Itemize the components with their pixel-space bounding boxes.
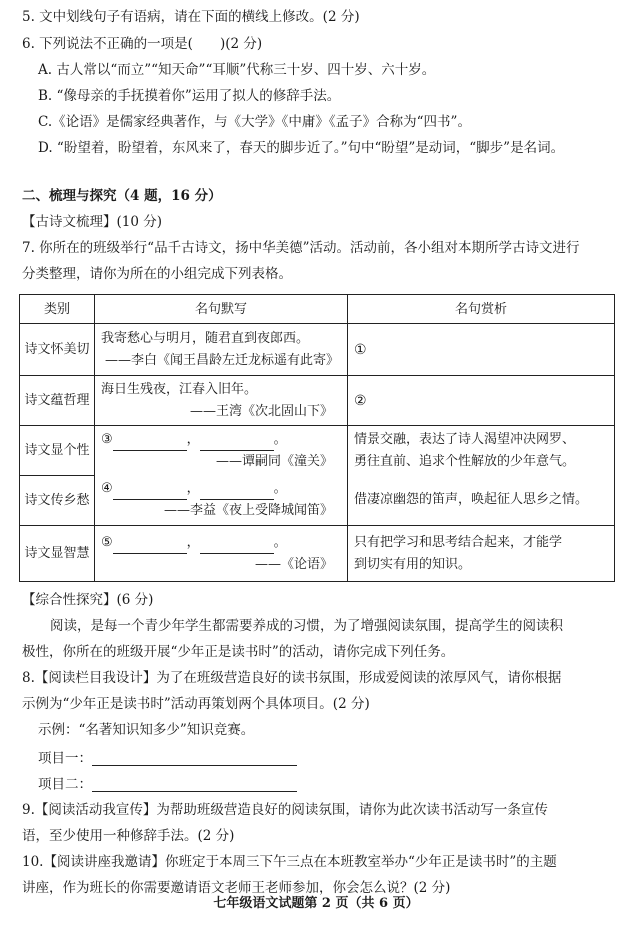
question-8-line-2: 示例为“少年正是读书时”活动再策划两个具体项目。(2 分) (22, 696, 370, 712)
intro-line-2: 极性，你所在的班级开展“少年正是读书时”的活动，请你完成下列任务。 (22, 644, 455, 660)
row-recitation (95, 476, 348, 526)
question-8-line-1: 8.【阅读栏目我设计】为了在班级营造良好的读书氛围，形成爱阅读的浓厚风气，请你根据 (22, 670, 562, 686)
row-appreciation (348, 426, 615, 476)
blank-number: ③ (101, 431, 113, 447)
option-d: D. “盼望着，盼望着，东风来了，春天的脚步近了。”句中“盼望”是动词，“脚步”是名词。 (38, 140, 565, 156)
row-recitation (95, 324, 348, 376)
comma: ， (186, 431, 200, 447)
fill-line[interactable] (101, 532, 341, 554)
row-category: 诗文传乡愁 (20, 476, 95, 526)
option-b: B. “像母亲的手抚摸着你”运用了拟人的修辞手法。 (38, 88, 341, 104)
blank[interactable] (113, 436, 187, 451)
row-category: 诗文显个性 (20, 426, 95, 476)
table-row (20, 324, 615, 376)
appreciation-line: 借凄凉幽怨的笛声，唤起征人思乡之情。 (354, 492, 589, 508)
blank[interactable] (200, 539, 274, 554)
poem-line: 我寄愁心与明月，随君直到夜郎西。 (101, 330, 310, 346)
question-9-line-2: 语，至少使用一种修辞手法。(2 分) (22, 828, 235, 844)
question-7-line-1: 7. 你所在的班级举行“品千古诗文，扬中华美德”活动。活动前，各小组对本期所学古诗文进行 (22, 240, 580, 256)
blank-number: ⑤ (101, 534, 113, 550)
blank[interactable] (200, 436, 274, 451)
table-header-row (20, 295, 615, 324)
blank[interactable] (113, 485, 187, 500)
period: 。 (273, 481, 287, 497)
row-appreciation (348, 376, 615, 426)
question-9-line-1: 9.【阅读活动我宣传】为帮助班级营造良好的阅读氛围，请你为此次读书活动写一条宣传 (22, 802, 548, 818)
table-row (20, 476, 615, 526)
project-1-blank[interactable] (92, 751, 297, 766)
row-recitation (95, 426, 348, 476)
poem-source: ——《论语》 (254, 556, 333, 572)
period: 。 (273, 534, 287, 550)
appreciation-line: 情景交融，表达了诗人渴望冲决网罗、 (354, 431, 576, 447)
poem-source: ——谭嗣同《潼关》 (215, 453, 333, 469)
appreciation-line: 到切实有用的知识。 (354, 556, 472, 572)
question-10-line-1: 10.【阅读讲座我邀请】你班定于本周三下午三点在本班教室举办“少年正是读书时”的主题 (22, 854, 557, 870)
question-7-line-2: 分类整理，请你为所在的小组完成下列表格。 (22, 266, 292, 282)
question-10-line-2: 讲座，作为班长的你需要邀请语文老师王老师参加，你会怎么说？(2 分) (22, 880, 451, 896)
project-1-field[interactable] (38, 751, 612, 766)
poem-line: 海日生残夜，江春入旧年。 (101, 381, 258, 397)
project-1-label: 项目一： (38, 750, 92, 767)
project-2-label: 项目二： (38, 776, 92, 793)
option-c: C.《论语》是儒家经典著作，与《大学》《中庸》《孟子》合称为“四书”。 (38, 114, 471, 130)
blank-number: ④ (101, 481, 113, 497)
header-appreciation: 名句赏析 (348, 295, 615, 324)
question-6-stem: 6. 下列说法不正确的一项是( )(2 分) (22, 36, 263, 52)
comma: ， (186, 481, 200, 497)
fill-line[interactable] (101, 478, 341, 500)
row-appreciation (348, 476, 615, 526)
answer-blank-1[interactable]: ① (354, 341, 367, 358)
appreciation-line: 只有把学习和思考结合起来，才能学 (354, 534, 563, 550)
row-category: 诗文蕴哲理 (20, 376, 95, 426)
fill-line[interactable] (101, 429, 341, 451)
page-footer: 七年级语文试题第 2 页（共 6 页） (213, 896, 419, 911)
period: 。 (273, 431, 287, 447)
section-2-title: 二、梳理与探究（4 题，16 分） (22, 188, 222, 204)
project-2-blank[interactable] (92, 777, 297, 792)
intro-line-1: 阅读，是每一个青少年学生都需要养成的习惯，为了增强阅读氛围，提高学生的阅读积 (50, 618, 563, 634)
row-category: 诗文怀美切 (20, 324, 95, 376)
table-row (20, 526, 615, 582)
row-recitation (95, 526, 348, 582)
section-2-sub-poetry: 【古诗文梳理】(10 分) (22, 214, 163, 230)
header-recitation: 名句默写 (95, 295, 348, 324)
option-a: A. 古人常以“而立”“知天命”“耳顺”代称三十岁、四十岁、六十岁。 (38, 62, 436, 78)
table-row (20, 376, 615, 426)
poem-source: ——李白《闻王昌龄左迁龙标遥有此寄》 (105, 352, 340, 368)
table-row (20, 426, 615, 476)
row-appreciation (348, 526, 615, 582)
blank[interactable] (200, 485, 274, 500)
section-2-sub-inquiry: 【综合性探究】(6 分) (22, 592, 154, 608)
blank[interactable] (113, 539, 187, 554)
comma: ， (186, 534, 200, 550)
project-2-field[interactable] (38, 777, 612, 792)
row-category: 诗文显智慧 (20, 526, 95, 582)
poem-source: ——李益《夜上受降城闻笛》 (163, 503, 333, 519)
header-category: 类别 (20, 295, 95, 324)
appreciation-line: 勇往直前、追求个性解放的少年意气。 (354, 453, 576, 469)
poem-source: ——王湾《次北固山下》 (189, 403, 333, 419)
row-recitation (95, 376, 348, 426)
question-5: 5. 文中划线句子有语病，请在下面的横线上修改。(2 分) (22, 9, 360, 25)
answer-blank-2[interactable]: ② (354, 392, 367, 409)
row-appreciation (348, 324, 615, 376)
poetry-table (19, 294, 615, 582)
question-8-example: 示例：“名著知识知多少”知识竞赛。 (38, 722, 255, 738)
